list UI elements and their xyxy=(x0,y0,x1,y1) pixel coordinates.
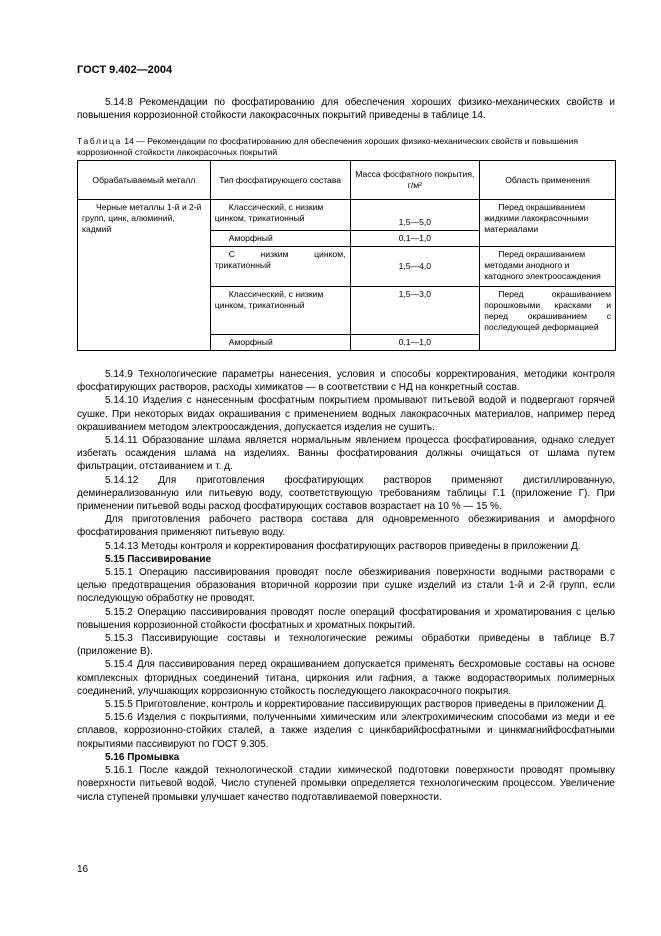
area-cell: Перед окрашиванием методами анодного и катодного электроосаждения xyxy=(480,247,616,287)
paragraph: 5.14.13 Методы контроля и корректирования фосфатирующих растворов приведены в приложении Д. xyxy=(105,540,581,552)
table-header-row xyxy=(78,161,616,200)
mass-cell: 0,1—1,0 xyxy=(350,231,480,247)
document-header: ГОСТ 9.402—2004 xyxy=(77,64,173,76)
body-text xyxy=(77,368,615,804)
mass-cell: 1,5—4,0 xyxy=(350,247,480,287)
paragraph: 5.15.6 Изделия с покрытиями, полученными химическим или электрохимическим способами из меди и ее сплавов, коррозионно-стойких сталей, а также изделия с цинкбарийфосфатными и цинкмагнийфосфатными покрытиями пассивируют по ГОСТ 9.305. xyxy=(77,712,615,750)
type-cell: Классический, с низким цинком, трикатионный xyxy=(210,200,350,231)
header-cell: Область применения xyxy=(480,161,616,200)
paragraph: 5.15.5 Приготовление, контроль и корректирование пассивирующих растворов приведены в приложении Д. xyxy=(105,699,607,711)
section-heading: 5.16 Промывка xyxy=(105,751,180,763)
mass-cell: 0,1—1,0 xyxy=(350,335,480,351)
paragraph: 5.14.12 Для приготовления фосфатирующих растворов применяют дистиллированную, деминерализованную или питьевую воду, соответствующую требованиям таблицы Г.1 (приложение Г). При применении питьевой воды расход фосфатирующих составов возрастает на 10 % — 15 %. xyxy=(77,474,615,513)
type-cell: Аморфный xyxy=(210,231,350,247)
header-cell: Тип фосфатирующего состава xyxy=(210,161,350,200)
paragraph: 5.15.2 Операцию пассивирования проводят после операций фосфатирования и хроматирования с целью повышения коррозионной стойкости фосфатных и хроматных покрытий. xyxy=(77,606,615,631)
table-row xyxy=(78,200,616,231)
type-cell: С низким цинком, трикатионный xyxy=(210,247,350,287)
metal-cell: Черные металлы 1-й и 2-й групп, цинк, алюминий, кадмий xyxy=(78,200,211,351)
table-caption-text: 14 — Рекомендации по фосфатированию для обеспечения хороших физико-механических свойств и повышения коррозионной стойкости лакокрасочных покрытий xyxy=(77,136,579,157)
type-cell: Классический, с низким цинком, трикатионный xyxy=(210,287,350,335)
paragraph: 5.14.9 Технологические параметры нанесения, условия и способы корректирования, методики контроля фосфатирующих растворов, расходы химикатов — в соответствии с НД на конкретный состав. xyxy=(77,369,615,394)
mass-cell: 1,5—5,0 xyxy=(350,200,480,231)
area-cell: Перед окрашиванием жидкими лакокрасочными материалами xyxy=(480,200,616,247)
paragraph: 5.14.8 Рекомендации по фосфатированию для обеспечения хороших физико-механических свойств и повышения коррозионной стойкости лакокрасочных покрытий приведены в таблице 14. xyxy=(77,97,615,122)
paragraph: 5.15.4 Для пассивирования перед окрашиванием допускается применять бесхромовые составы на основе комплексных фторидных соединений титана, циркония или гафния, а также водорастворимых полимерных соединений, улучшающих коррозионную стойкость последующего лакокрасочного покрытия. xyxy=(77,659,615,697)
paragraph: 5.14.11 Образование шлама является нормальным явлением процесса фосфатирования, однако следует избегать осаждения шлама на изделиях. Ванны фосфатирования должны очищаться от шлама путем фильтрации, отстаиванием и т. д. xyxy=(77,435,615,473)
paragraph: 5.15.3 Пассивирующие составы и технологические режимы обработки приведены в таблице В.7 (приложение В). xyxy=(77,633,615,658)
type-cell: Аморфный xyxy=(210,335,350,351)
header-cell: Обрабатываемый металл xyxy=(78,161,211,200)
paragraph: 5.16.1 После каждой технологической стадии химической подготовки поверхности проводят промывку поверхности питьевой водой. Число ступеней промывки определяется технологическим процессом. Увеличение числа ступеней промывки улучшает качество подготавливаемой поверхности. xyxy=(77,765,615,803)
table-caption xyxy=(77,136,617,158)
header-cell: Масса фосфатного покрытия, г/м² xyxy=(350,161,480,200)
page-number: 16 xyxy=(77,864,89,875)
mass-cell: 1,5—3,0 xyxy=(350,287,480,335)
paragraph: Для приготовления рабочего раствора состава для одновременного обезжиривания и аморфного фосфатирования применяют питьевую воду. xyxy=(77,514,615,539)
paragraph: 5.15.1 Операцию пассивирования проводят после обезжиривания поверхности водными растворами с целью предотвращения образования вторичной коррозии при сушке изделий из стали 1-й и 2-й групп, если последующую обработку не проводят. xyxy=(77,567,615,605)
table-caption-prefix: Таблица xyxy=(77,136,122,146)
phosphating-table xyxy=(77,160,616,351)
area-cell: Перед окрашиванием порошковыми красками и перед окрашиванием с последующей деформацией xyxy=(480,287,616,351)
intro-paragraph xyxy=(77,96,615,122)
section-heading: 5.15 Пассивирование xyxy=(105,553,212,565)
paragraph: 5.14.10 Изделия с нанесенным фосфатным покрытием промывают питьевой водой и подвергают горячей сушке. При некоторых видах окрашивания с применением водных лакокрасочных материалов, например перед окрашиванием методом электроосаждения, допускается изделия не сушить. xyxy=(77,395,615,433)
